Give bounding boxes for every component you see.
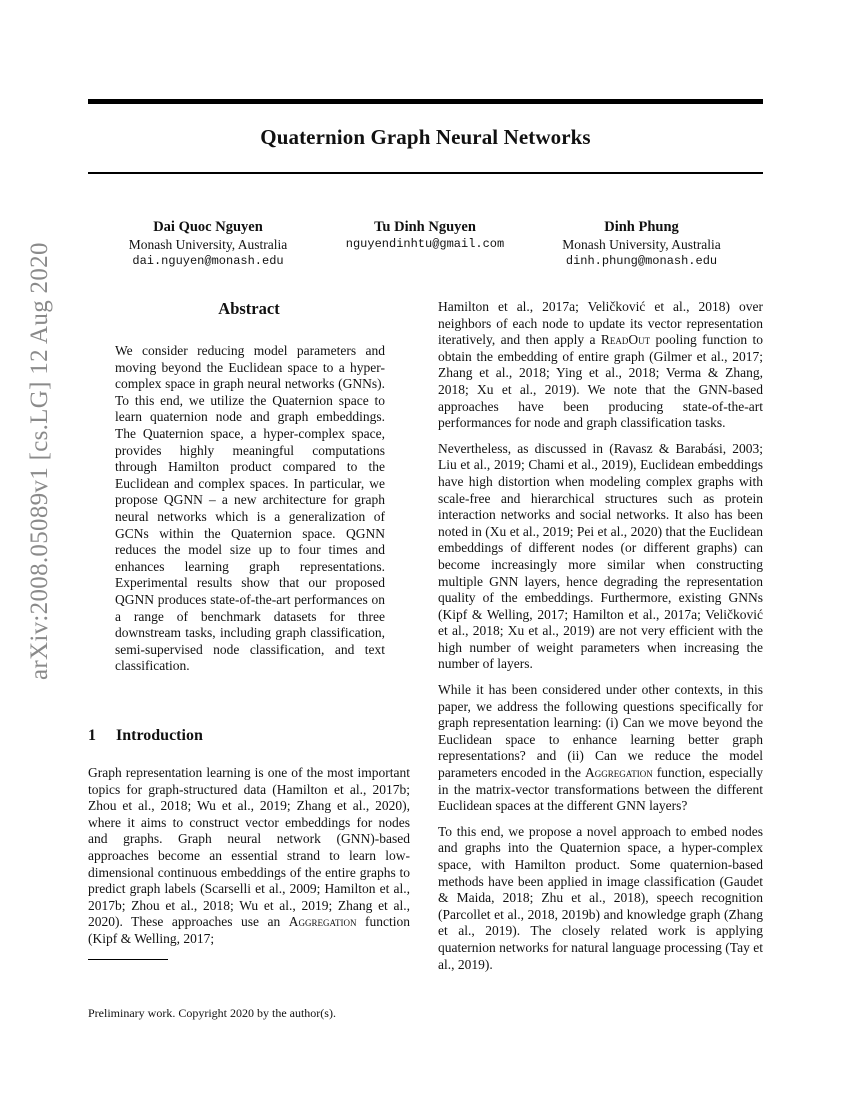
paragraph-text-end: function, especially in the matrix-vector transformations between the different Euclidean spaces at the different GNN layers?: [438, 765, 763, 814]
intro-paragraph: [88, 765, 410, 948]
top-rule: [88, 99, 763, 104]
abstract-heading: Abstract: [218, 299, 280, 318]
intro-text-end: function (Kipf & Welling, 2017;: [88, 914, 410, 946]
author-name: Dai Quoc Nguyen: [153, 219, 263, 235]
author-email: dinh.phung@monash.edu: [565, 254, 718, 268]
footnote-rule: [88, 959, 168, 960]
intro-text: Graph representation learning is one of the most important topics for graph-structured data (Hamilton et al., 2017b; Zhou et al., 2018; Wu et al., 2019; Zhang et al., 2020), where it aims to construct vector embeddings for nodes and graphs. Graph neural network (GNN)-based approaches become an essential strand to learn low-dimensional continuous embeddings of the entire graphs to predict graph labels (Scarselli et al., 2009; Hamilton et al., 2017b; Zhou et al., 2018; Wu et al., 2019; Zhang et al., 2020). These approaches use an: [88, 765, 410, 930]
author-affiliation: Monash University, Australia: [128, 237, 288, 252]
author-email: dai.nguyen@monash.edu: [132, 254, 284, 268]
paragraph: To this end, we propose a novel approach to embed nodes and graphs into the Quaternion space, a hyper-complex space, with Hamilton product. Some quaternion-based methods have been applied in image classification (Gaudet & Maida, 2018; Zhu et al., 2018), speech recognition (Parcollet et al., 2018, 2019b) and knowledge graph (Zhang et al., 2019). The closely related work is applying quaternion networks for natural language processing (Tay et al., 2019).: [438, 823, 763, 972]
author-name: Dinh Phung: [604, 219, 679, 235]
author-block-3: [520, 219, 763, 270]
paragraph-text: Hamilton et al., 2017a; Veličković et al., 2018) over neighbors of each node to update its vector representation iteratively, and then apply a: [438, 299, 763, 348]
paragraph-text: While it has been considered under other contexts, in this paper, we address the following questions specifically for graph representation learning: (i) Can we move beyond the Euclidean space to enhance learning better graph representations? and (ii) Can we reduce the model parameters encoded in the: [438, 682, 763, 781]
paper-title: Quaternion Graph Neural Networks: [260, 125, 591, 149]
author-block-1: [88, 219, 328, 270]
aggregation-term: Aggregation: [288, 914, 357, 930]
readout-term: ReadOut: [600, 332, 651, 348]
author-block-2: [325, 219, 525, 253]
paragraph: Nevertheless, as discussed in (Ravasz & Barabási, 2003; Liu et al., 2019; Chami et al., 2019), Euclidean embeddings have high distortion when modeling complex graphs with scale-free and hierarchical structures such as protein interaction networks and social networks. It also has been noted in (Xu et al., 2019; Pei et al., 2020) that the Euclidean embeddings of different nodes (or different graphs) can become increasingly more similar when constructing multiple GNN layers, hence degrading the representation quality of the embeddings. Furthermore, existing GNNs (Kipf & Welling, 2017; Hamilton et al., 2017a; Veličković et al., 2018; Xu et al., 2019) are not very efficient with the high number of weight parameters when increasing the number of layers.: [438, 440, 763, 672]
paragraph: [438, 299, 763, 432]
abstract-text: We consider reducing model parameters and moving beyond the Euclidean space to a hyper-complex space in graph neural networks (GNNs). To this end, we utilize the Quaternion space to learn quaternion node and graph embeddings. The Quaternion space, a hyper-complex space, provides highly meaningful computations through Hamilton product compared to the Euclidean and complex spaces. In particular, we propose QGNN – a new architecture for graph neural networks which is a generalization of GCNs within the Quaternion space. QGNN reduces the model size up to four times and enhances learning graph representations. Experimental results show that our proposed QGNN produces state-of-the-art performances on a range of benchmark datasets for three downstream tasks, including graph classification, semi-supervised node classification, and text classification.: [115, 343, 385, 674]
arxiv-identifier: arXiv:2008.05089v1 [cs.LG] 12 Aug 2020: [26, 242, 53, 680]
author-affiliation: Monash University, Australia: [562, 237, 721, 252]
paragraph: [438, 682, 763, 815]
paragraph-text-end: pooling function to obtain the embedding of entire graph (Gilmer et al., 2017; Zhang et al., 2018; Ying et al., 2018; Verma & Zhang, 2018; Xu et al., 2019). We note that the GNN-based approaches have been producing state-of-the-art performances for node and graph classification tasks.: [438, 332, 763, 431]
right-column: [438, 299, 763, 982]
author-name: Tu Dinh Nguyen: [374, 219, 476, 235]
title-bottom-rule: [88, 172, 763, 174]
footnote: Preliminary work. Copyright 2020 by the author(s).: [88, 1006, 336, 1020]
aggregation-term: Aggregation: [585, 765, 653, 781]
section-heading: [88, 727, 203, 745]
section-number: 1: [88, 727, 96, 744]
author-email: nguyendinhtu@gmail.com: [345, 237, 505, 251]
section-title: Introduction: [116, 727, 203, 744]
